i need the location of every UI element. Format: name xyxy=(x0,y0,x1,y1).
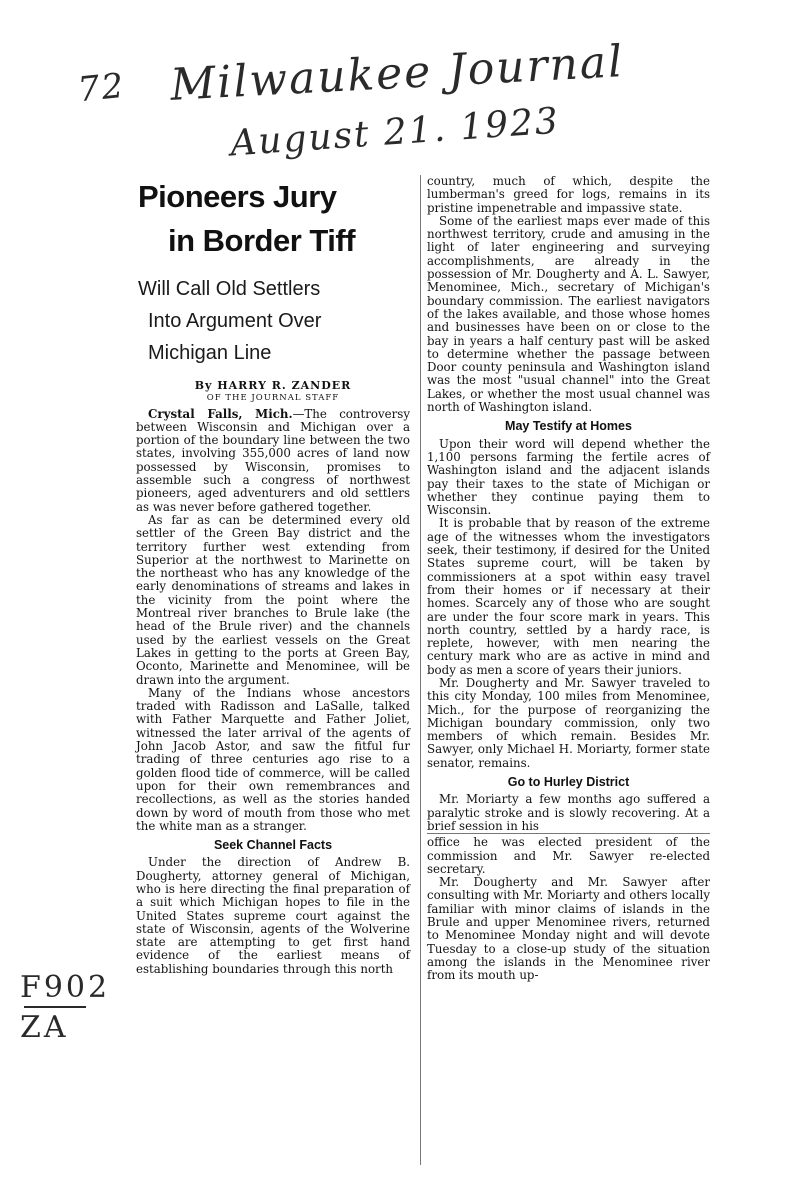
source-annotation: Milwaukee Journal xyxy=(168,36,626,111)
paragraph-9: Mr. Dougherty and Mr. Sawyer traveled to this city Monday, 100 miles from Menominee, Mich., for the purpose of reorganizing the Michigan boundary commission, only two members of which remain. Besides Mr. Sawyer, only Michael H. Moriarty, former state senator, remains. xyxy=(427,675,710,770)
byline: By HARRY R. ZANDER xyxy=(194,379,352,392)
headline-line-1: Pioneers Jury xyxy=(138,179,337,214)
paragraph-6: Some of the earliest maps ever made of this northwest territory, crude and amusing in the light of later engineering and surveying accomplishments, are already in the possession of Mr. Dougherty and A. L. Sawyer, Menominee, Mich., secretary of Michigan's boundary commission. The earliest navigators of the lakes available, and those whose homes and businesses have been on or close to the bay in years a half century past will be asked to determine whether the passage between Door county peninsula and Washington island was the most "usual channel" into the Great Lakes, or whether the most usual channel was north of Washington island. xyxy=(427,213,710,415)
subhead-line-3: Michigan Line xyxy=(148,342,272,364)
subhead-go-to-hurley: Go to Hurley District xyxy=(507,775,630,790)
paragraph-1 xyxy=(136,408,410,514)
subheadline xyxy=(136,273,410,369)
paragraph-10: Mr. Moriarty a few months ago suffered a paralytic stroke and is slowly recovering. At a brief session in his xyxy=(427,792,710,833)
staff-credit: OF THE JOURNAL STAFF xyxy=(206,393,340,404)
paragraph-2: As far as can be determined every old settler of the Green Bay district and the territory further west extending from Superior at the northwest to Marinette on the northeast who has any knowledge of the early denominations of streams and lakes in the vicinity from the point where the Montreal river branches to Brule lake (the head of the Brule river) and the channels used by the earliest vessels on the Great Lakes in getting to the ports at Green Bay, Oconto, Marinette and Menominee, will be drawn into the argument. xyxy=(136,512,410,687)
newspaper-clipping xyxy=(122,175,710,1165)
date-annotation: August 21. 1923 xyxy=(228,100,562,165)
dateline: Crystal Falls, Mich. xyxy=(148,406,293,421)
paragraph-5: country, much of which, despite the lumberman's greed for logs, remains in its pristine impenetrable and impassive state. xyxy=(427,174,710,215)
page-number-annotation: 72 xyxy=(76,65,128,111)
paragraph-3: Many of the Indians whose ancestors traded with Radisson and LaSalle, talked with Father Marquette and Father Joliet, witnessed the later arrival of the agents of John Jacob Astor, and saw the fitful fur trading of three centuries ago rise to a golden flood tide of commerce, will be called upon for their own remembrances and recollections, as well as the stories handed down by word of mouth from those who met the white man as a stranger. xyxy=(136,685,410,833)
right-column xyxy=(420,175,710,1165)
paragraph-7: Upon their word will depend whether the 1,100 persons farming the fertile acres of Washington island and the adjacent islands pay their taxes to the state of Michigan or whether they continue paying them to Wisconsin. xyxy=(427,436,710,518)
continued-block xyxy=(427,833,710,982)
left-column xyxy=(136,175,410,1165)
subhead-line-2: Into Argument Over xyxy=(148,310,322,332)
subhead-line-1: Will Call Old Settlers xyxy=(138,278,321,300)
paragraph-8: It is probable that by reason of the extreme age of the witnesses whom the investigators seek, their testimony, if desired for the United States supreme court, will be taken by commissioners at a spot within easy travel from their homes or if necessary at their homes. Scarcely any of those who are sought are under the four score mark in years. This north country, settled by a hardy race, is replete, however, with men nearing the century mark who are as active in mind and body as men a score of years their juniors. xyxy=(427,516,710,677)
paragraph-4: Under the direction of Andrew B. Dougherty, attorney general of Michigan, who is here directing the final preparation of a suit which Michigan hopes to file in the United States supreme court against the state of Wisconsin, agents of the Wolverine state are attempting to get first hand evidence of the earliest means of establishing boundaries through this north xyxy=(136,855,410,976)
stamp-rule xyxy=(24,1006,86,1008)
headline xyxy=(136,175,410,263)
paragraph-1-text: —The controversy between Wisconsin and Michigan over a portion of the boundary line between the two states, involving 355,000 acres of land now possessed by Wisconsin, promises to assemble such a congress of northwest pioneers, aged adventurers and old settlers as was never before gathered together. xyxy=(136,406,410,514)
subhead-may-testify: May Testify at Homes xyxy=(505,419,632,434)
subhead-seek-channel-facts: Seek Channel Facts xyxy=(213,838,333,853)
stamp-line-2: ZA xyxy=(20,1009,69,1045)
stamp-line-1: F902 xyxy=(20,970,111,1005)
paragraph-11: office he was elected president of the commission and Mr. Sawyer re-elected secretary. xyxy=(427,835,710,876)
headline-line-2: in Border Tiff xyxy=(168,223,356,258)
file-stamp xyxy=(20,972,110,1043)
paragraph-12: Mr. Dougherty and Mr. Sawyer after consulting with Mr. Moriarty and others locally familiar with minor claims of islands in the Brule and upper Menominee rivers, returned to Menominee Monday night and will devote Tuesday to a close-up study of the situation among the islands in the Menominee river from its mouth up- xyxy=(427,875,710,983)
